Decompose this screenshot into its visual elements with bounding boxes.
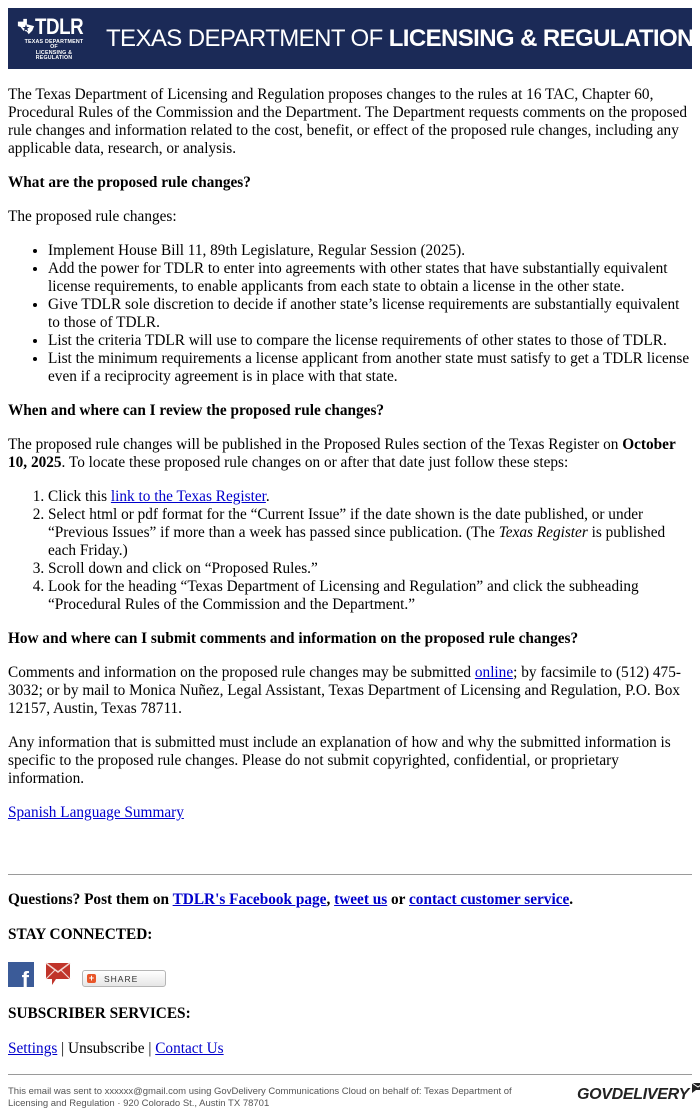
- govdelivery-logo[interactable]: GOVDELIVERY: [577, 1086, 689, 1104]
- banner-title: TEXAS DEPARTMENT OF LICENSING & REGULATION: [106, 24, 694, 52]
- online-comments-link[interactable]: online: [474, 664, 514, 681]
- unsubscribe-link[interactable]: Unsubscribe: [68, 1040, 145, 1057]
- logo-text: TDLR: [34, 13, 83, 39]
- list-item: • Add the power for TDLR to enter into agreements with other states that have substantially equivalent license requirements, to enable applicants from each state to obtain a license in the other state.: [48, 260, 692, 296]
- step-item: 4. Look for the heading “Texas Department of Licensing and Regulation” and click the subheading “Procedural Rules of the Commission and the Department.”: [48, 578, 692, 614]
- list-item: • List the minimum requirements a license applicant from another state must satisfy to get a TDLR license even if a reciprocity agreement is in place with that state.: [48, 350, 692, 386]
- submit-comments-paragraph: Comments and information on the proposed rule changes may be submitted online; by facsimile to (512) 475-3032; or by mail to Monica Nuñez, Legal Assistant, Texas Department of Licensing and Regulation, P.O. Box 12157, Austin, Texas 78711.: [8, 664, 681, 717]
- contact-us-link[interactable]: Contact Us: [155, 1040, 224, 1057]
- logo-subtitle: TEXAS DEPARTMENT OF LICENSING & REGULATION: [24, 38, 84, 61]
- subscriber-links: Settings | Unsubscribe | Contact Us: [8, 1040, 224, 1057]
- step-item: 3. Scroll down and click on “Proposed Rules.”: [48, 560, 692, 578]
- plus-icon: +: [88, 973, 95, 983]
- divider: [8, 874, 692, 875]
- footer-disclaimer: This email was sent to xxxxxx@gmail.com using GovDelivery Communications Cloud on behalf of: Texas Department of Licensing and Regulation · 920 Colorado St., Austin TX 78701: [8, 1086, 512, 1109]
- contact-customer-service-link[interactable]: contact customer service: [409, 891, 570, 908]
- list-item: • Implement House Bill 11, 89th Legislature, Regular Session (2025).: [48, 242, 692, 260]
- list-item: • Give TDLR sole discretion to decide if another state’s license requirements are substantially equivalent to those of TDLR.: [48, 296, 692, 332]
- share-button[interactable]: + SHARE: [82, 970, 166, 987]
- texas-register-link[interactable]: link to the Texas Register: [110, 488, 266, 505]
- section-heading-review: When and where can I review the proposed rule changes?: [8, 402, 385, 419]
- texas-star-icon: [17, 18, 35, 36]
- list-item: • List the criteria TDLR will use to compare the license requirements of other states to those of TDLR.: [48, 332, 692, 350]
- facebook-icon[interactable]: f: [8, 962, 34, 987]
- email-body: [8, 86, 692, 838]
- intro-paragraph: The Texas Department of Licensing and Regulation proposes changes to the rules at 16 TAC, Chapter 60, Procedural Rules of the Commission and the Department. The Department requests comments on the proposed rule changes and information related to the cost, benefit, or effect of the proposed rule changes, including any applicable data, research, or analysis.: [8, 86, 688, 157]
- stay-connected-heading: STAY CONNECTED:: [8, 926, 153, 943]
- publish-date: October 10, 2025: [8, 436, 676, 471]
- review-lead: The proposed rule changes will be published in the Proposed Rules section of the Texas Register on October 10, 2025. To locate these proposed rule changes on or after that date just follow these steps:: [8, 436, 676, 471]
- step-item: 2. Select html or pdf format for the “Current Issue” if the date shown is the date published, or under “Previous Issues” if more than a week has passed since publication. (The Texas Register is published each Friday.): [48, 506, 692, 560]
- spanish-summary-link[interactable]: Spanish Language Summary: [8, 804, 184, 821]
- email-icon[interactable]: [44, 960, 72, 987]
- envelope-icon: [691, 1082, 700, 1094]
- proposed-changes-list: [8, 242, 692, 386]
- questions-line: Questions? Post them on TDLR's Facebook page, tweet us or contact customer service.: [8, 891, 574, 908]
- section-heading-proposed-changes: What are the proposed rule changes?: [8, 174, 251, 191]
- subscriber-services-heading: SUBSCRIBER SERVICES:: [8, 1005, 191, 1022]
- section-heading-submit-comments: How and where can I submit comments and information on the proposed rule changes?: [8, 630, 579, 647]
- header-banner: [8, 8, 692, 69]
- proposed-changes-lead: The proposed rule changes:: [8, 208, 177, 225]
- social-links: [8, 960, 166, 992]
- step-item: 1. Click this link to the Texas Register.: [48, 488, 692, 506]
- divider: [8, 1074, 692, 1075]
- tweet-us-link[interactable]: tweet us: [334, 891, 388, 908]
- settings-link[interactable]: Settings: [8, 1040, 58, 1057]
- review-steps-list: [8, 488, 692, 614]
- submission-requirements-paragraph: Any information that is submitted must include an explanation of how and why the submitted information is specific to the proposed rule changes. Please do not submit copyrighted, confidential, or proprietary information.: [8, 734, 671, 787]
- facebook-page-link[interactable]: TDLR's Facebook page: [172, 891, 327, 908]
- tdlr-logo: [20, 13, 88, 62]
